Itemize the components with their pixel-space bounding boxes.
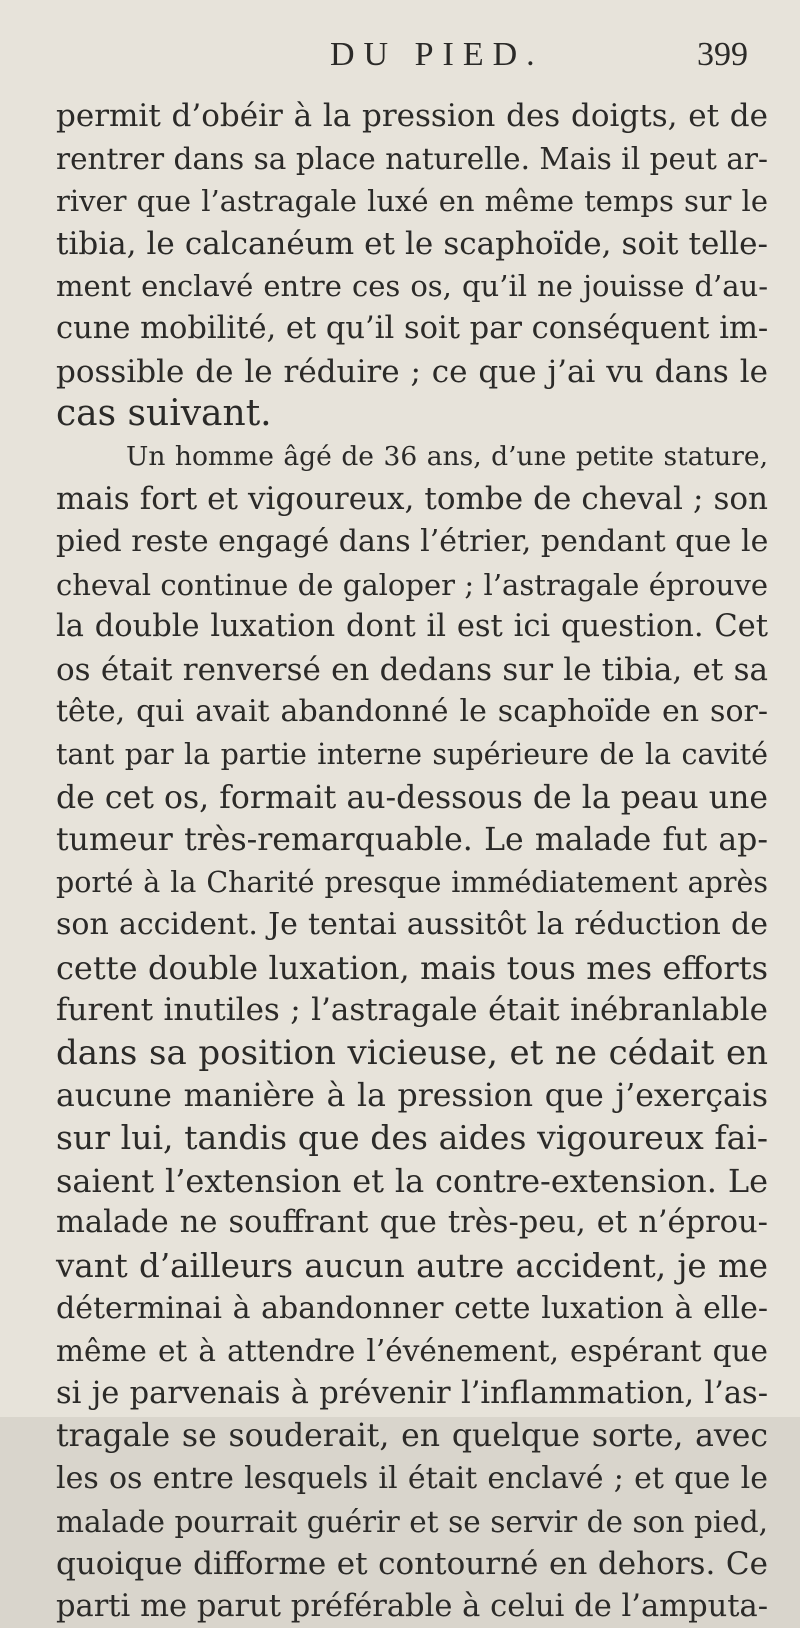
text-line: les os entre lesquels il était enclavé ; et que le [56,1461,768,1496]
text-line: tibia, le calcanéum et le scaphoïde, soit telle- [56,225,768,262]
running-title: DU PIED. [330,36,544,73]
text-line: son accident. Je tentai aussitôt la réduction de [56,907,768,943]
text-line: cas suivant. [56,393,272,435]
text-line: malade ne souffrant que très-peu, et n’éprou- [56,1205,768,1241]
text-line: cette double luxation, mais tous mes efforts [56,948,768,987]
text-line: tumeur très-remarquable. Le malade fut ap- [56,822,768,859]
text-line: déterminai à abandonner cette luxation à elle- [56,1290,768,1326]
text-line: la double luxation dont il est ici question. Cet [56,609,768,645]
text-line: si je parvenais à prévenir l’inflammation, l’as- [56,1375,768,1411]
body-text [56,95,768,1628]
text-line: aucune manière à la pression que j’exerçais [56,1077,768,1114]
text-line: pied reste engagé dans l’étrier, pendant que le [56,523,769,559]
text-line: rentrer dans sa place naturelle. Mais il peut ar- [56,141,768,176]
text-line: Un homme âgé de 36 ans, d’une petite stature, [126,440,768,472]
text-line: mais fort et vigoureux, tombe de cheval ; son [56,481,768,518]
text-line: vant d’ailleurs aucun autre accident, je me [56,1247,768,1286]
text-line: malade pourrait guérir et se servir de son pied, [56,1504,768,1539]
text-line: même et à attendre l’événement, espérant que [56,1334,768,1369]
text-line: quoique difforme et contourné en dehors. Ce [56,1546,768,1583]
page-number: 399 [697,36,748,73]
text-line: tant par la partie interne supérieure de la cavité [56,737,768,771]
text-line: sur lui, tandis que des aides vigoureux fai- [56,1118,768,1158]
text-line: river que l’astragale luxé en même temps sur le [56,184,768,219]
text-line: ment enclavé entre ces os, qu’il ne jouisse d’au- [56,269,768,304]
text-line: possible de le réduire ; ce que j’ai vu dans le [56,353,768,390]
page-header [0,32,800,82]
text-line: furent inutiles ; l’astragale était inébranlable [56,992,768,1029]
text-line: tragale se souderait, en quelque sorte, avec [56,1418,768,1455]
text-line: parti me parut préférable à celui de l’amputa- [56,1588,768,1624]
text-line: cune mobilité, et qu’il soit par conséquent im- [56,310,769,346]
text-line: dans sa position vicieuse, et ne cédait en [56,1033,768,1074]
text-line: porté à la Charité presque immédiatement après [56,865,768,899]
text-line: tête, qui avait abandonné le scaphoïde en sor- [56,694,768,730]
text-line: saient l’extension et la contre-extension. Le [56,1161,768,1200]
text-line: os était renversé en dedans sur le tibia, et sa [56,651,768,688]
text-line: de cet os, formait au-dessous de la peau une [56,779,768,816]
text-line: permit d’obéir à la pression des doigts, et de [56,98,768,134]
text-line: cheval continue de galoper ; l’astragale éprouve [56,567,768,602]
